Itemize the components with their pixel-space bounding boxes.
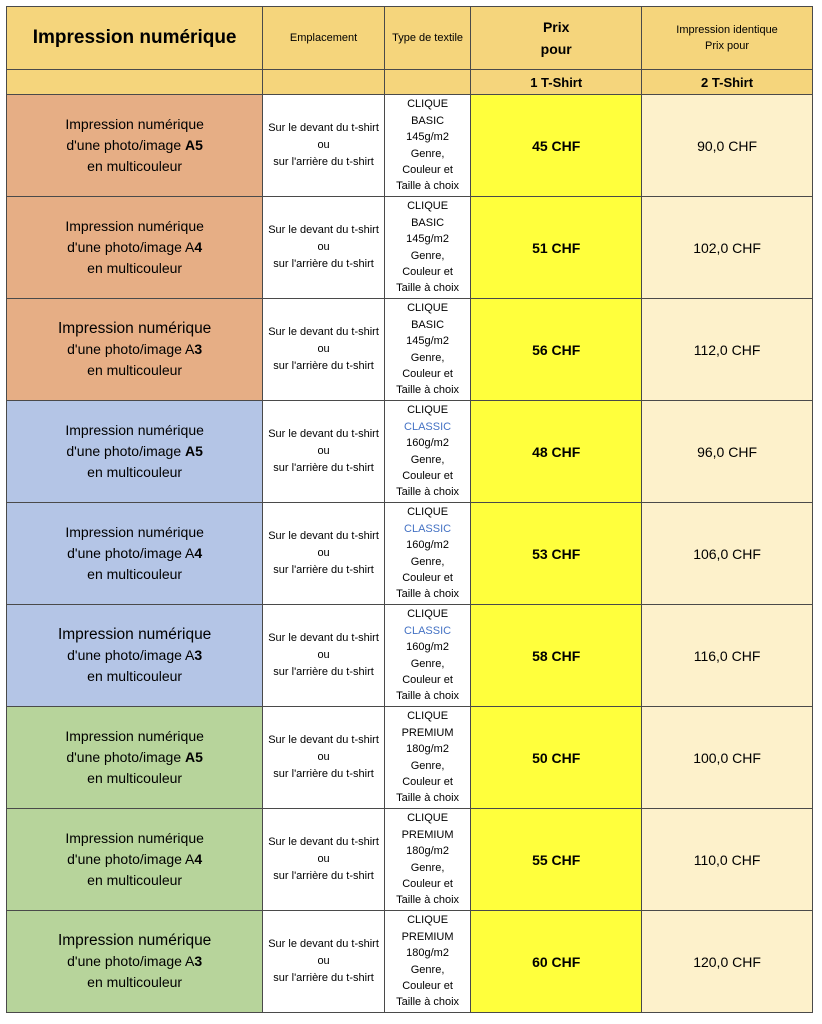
subheader-empty-1 xyxy=(7,70,263,95)
textile-cell xyxy=(384,503,470,605)
price-2-tshirt: 102,0 CHF xyxy=(642,197,813,299)
format-size: 3 xyxy=(194,647,203,663)
header-prix-line2: pour xyxy=(540,41,572,57)
description-line1: Impression numérique xyxy=(65,728,204,744)
textile-genre: Genre, xyxy=(410,963,445,976)
emplacement-cell xyxy=(263,605,385,707)
price-2-tshirt: 96,0 CHF xyxy=(642,401,813,503)
textile-genre: Genre, xyxy=(410,453,445,466)
price-1-tshirt: 56 CHF xyxy=(471,299,642,401)
textile-couleur: Couleur et xyxy=(402,673,453,686)
emplacement-line1: Sur le devant du t-shirt xyxy=(268,938,379,950)
subheader-empty-3 xyxy=(384,70,470,95)
emplacement-line1: Sur le devant du t-shirt xyxy=(268,632,379,644)
description-cell xyxy=(7,95,263,197)
description-cell xyxy=(7,707,263,809)
emplacement-line1: Sur le devant du t-shirt xyxy=(268,530,379,542)
emplacement-line1: Sur le devant du t-shirt xyxy=(268,326,379,338)
price-2-tshirt: 90,0 CHF xyxy=(642,95,813,197)
textile-genre: Genre, xyxy=(410,759,445,772)
textile-cell xyxy=(384,95,470,197)
emplacement-line1: Sur le devant du t-shirt xyxy=(268,224,379,236)
description-line2-text: d'une photo/image A xyxy=(67,647,195,663)
textile-taille: Taille à choix xyxy=(396,384,460,397)
description-line3: en multicouleur xyxy=(87,974,183,990)
textile-taille: Taille à choix xyxy=(396,996,460,1009)
description-cell xyxy=(7,503,263,605)
textile-couleur: Couleur et xyxy=(402,367,453,380)
textile-couleur: Couleur et xyxy=(402,877,453,890)
textile-weight: 180g/m2 xyxy=(406,743,449,756)
subheader-1-tshirt: 1 T-Shirt xyxy=(471,70,642,95)
table-row xyxy=(7,299,813,401)
format-size: 3 xyxy=(194,341,203,357)
format-size: 4 xyxy=(194,851,203,867)
textile-weight: 145g/m2 xyxy=(406,131,449,144)
format-size: 3 xyxy=(194,953,203,969)
table-row xyxy=(7,911,813,1013)
price-2-tshirt: 106,0 CHF xyxy=(642,503,813,605)
textile-cell xyxy=(384,707,470,809)
emplacement-line3: sur l'arrière du t-shirt xyxy=(273,156,374,168)
textile-weight: 145g/m2 xyxy=(406,233,449,246)
emplacement-cell xyxy=(263,299,385,401)
emplacement-line2: ou xyxy=(317,649,330,661)
table-title: Impression numérique xyxy=(7,7,263,70)
description-line2-text: d'une photo/image A xyxy=(67,341,195,357)
format-size: A5 xyxy=(185,443,203,459)
textile-brand: CLIQUE xyxy=(407,710,449,723)
textile-cell xyxy=(384,299,470,401)
emplacement-line2: ou xyxy=(317,547,330,559)
emplacement-cell xyxy=(263,911,385,1013)
emplacement-cell xyxy=(263,503,385,605)
description-line2-text: d'une photo/image A xyxy=(67,545,195,561)
emplacement-line3: sur l'arrière du t-shirt xyxy=(273,462,374,474)
price-2-tshirt: 116,0 CHF xyxy=(642,605,813,707)
description-line1: Impression numérique xyxy=(65,116,204,132)
description-line1: Impression numérique xyxy=(65,830,204,846)
textile-brand: CLIQUE xyxy=(407,404,449,417)
textile-line: CLASSIC xyxy=(404,522,452,535)
price-2-tshirt: 112,0 CHF xyxy=(642,299,813,401)
textile-taille: Taille à choix xyxy=(396,792,460,805)
table-row xyxy=(7,503,813,605)
description-line2 xyxy=(7,237,262,258)
textile-brand: CLIQUE xyxy=(407,608,449,621)
emplacement-line2: ou xyxy=(317,241,330,253)
textile-taille: Taille à choix xyxy=(396,180,460,193)
emplacement-line2: ou xyxy=(317,955,330,967)
textile-brand: CLIQUE xyxy=(407,914,449,927)
emplacement-line3: sur l'arrière du t-shirt xyxy=(273,972,374,984)
price-2-tshirt: 120,0 CHF xyxy=(642,911,813,1013)
textile-taille: Taille à choix xyxy=(396,282,460,295)
textile-genre: Genre, xyxy=(410,657,445,670)
textile-weight: 180g/m2 xyxy=(406,947,449,960)
emplacement-line2: ou xyxy=(317,445,330,457)
emplacement-cell xyxy=(263,95,385,197)
textile-line: BASIC xyxy=(411,114,445,127)
emplacement-line3: sur l'arrière du t-shirt xyxy=(273,564,374,576)
description-line2 xyxy=(7,135,262,156)
header-emplacement: Emplacement xyxy=(263,7,385,70)
table-row xyxy=(7,197,813,299)
price-1-tshirt: 50 CHF xyxy=(471,707,642,809)
description-line2 xyxy=(7,951,262,972)
description-line3: en multicouleur xyxy=(87,158,183,174)
textile-weight: 160g/m2 xyxy=(406,641,449,654)
table-row xyxy=(7,707,813,809)
description-line2 xyxy=(7,747,262,768)
textile-weight: 180g/m2 xyxy=(406,845,449,858)
price-1-tshirt: 51 CHF xyxy=(471,197,642,299)
emplacement-cell xyxy=(263,197,385,299)
emplacement-line2: ou xyxy=(317,751,330,763)
textile-brand: CLIQUE xyxy=(407,98,449,111)
description-cell xyxy=(7,605,263,707)
description-line3: en multicouleur xyxy=(87,464,183,480)
description-line3: en multicouleur xyxy=(87,668,183,684)
header-prix xyxy=(471,7,642,70)
textile-cell xyxy=(384,197,470,299)
textile-weight: 145g/m2 xyxy=(406,335,449,348)
textile-couleur: Couleur et xyxy=(402,469,453,482)
description-line2 xyxy=(7,645,262,666)
emplacement-line3: sur l'arrière du t-shirt xyxy=(273,360,374,372)
textile-weight: 160g/m2 xyxy=(406,437,449,450)
emplacement-cell xyxy=(263,401,385,503)
textile-taille: Taille à choix xyxy=(396,894,460,907)
format-size: 4 xyxy=(194,545,203,561)
textile-taille: Taille à choix xyxy=(396,690,460,703)
price-1-tshirt: 55 CHF xyxy=(471,809,642,911)
emplacement-line2: ou xyxy=(317,853,330,865)
textile-couleur: Couleur et xyxy=(402,571,453,584)
header-prix-line1: Prix xyxy=(542,19,570,35)
description-line2 xyxy=(7,849,262,870)
emplacement-line1: Sur le devant du t-shirt xyxy=(268,836,379,848)
header-identique-line1: Impression identique xyxy=(676,24,778,36)
format-size: A5 xyxy=(185,137,203,153)
description-line1: Impression numérique xyxy=(65,524,204,540)
price-2-tshirt: 110,0 CHF xyxy=(642,809,813,911)
textile-cell xyxy=(384,911,470,1013)
emplacement-line3: sur l'arrière du t-shirt xyxy=(273,870,374,882)
description-line2-text: d'une photo/image xyxy=(66,443,185,459)
textile-line: CLASSIC xyxy=(404,624,452,637)
table-body xyxy=(7,95,813,1013)
textile-brand: CLIQUE xyxy=(407,812,449,825)
format-size: 4 xyxy=(194,239,203,255)
emplacement-line2: ou xyxy=(317,139,330,151)
description-line2 xyxy=(7,543,262,564)
description-line3: en multicouleur xyxy=(87,872,183,888)
textile-couleur: Couleur et xyxy=(402,163,453,176)
price-table xyxy=(6,6,813,1013)
description-line1: Impression numérique xyxy=(65,218,204,234)
textile-brand: CLIQUE xyxy=(407,200,449,213)
textile-couleur: Couleur et xyxy=(402,979,453,992)
description-line2-text: d'une photo/image A xyxy=(67,851,195,867)
table-row xyxy=(7,605,813,707)
textile-genre: Genre, xyxy=(410,351,445,364)
textile-weight: 160g/m2 xyxy=(406,539,449,552)
emplacement-cell xyxy=(263,707,385,809)
emplacement-cell xyxy=(263,809,385,911)
textile-brand: CLIQUE xyxy=(407,506,449,519)
description-cell xyxy=(7,299,263,401)
textile-genre: Genre, xyxy=(410,861,445,874)
textile-genre: Genre, xyxy=(410,249,445,262)
textile-line: BASIC xyxy=(411,318,445,331)
subheader-row xyxy=(7,70,813,95)
emplacement-line3: sur l'arrière du t-shirt xyxy=(273,666,374,678)
header-identique-line2: Prix pour xyxy=(705,40,750,52)
description-line3: en multicouleur xyxy=(87,362,183,378)
textile-line: PREMIUM xyxy=(401,930,454,943)
description-line2-text: d'une photo/image A xyxy=(67,239,195,255)
emplacement-line3: sur l'arrière du t-shirt xyxy=(273,768,374,780)
format-size: A5 xyxy=(185,749,203,765)
textile-couleur: Couleur et xyxy=(402,775,453,788)
description-line1: Impression numérique xyxy=(65,422,204,438)
emplacement-line1: Sur le devant du t-shirt xyxy=(268,734,379,746)
textile-genre: Genre, xyxy=(410,555,445,568)
subheader-empty-2 xyxy=(263,70,385,95)
price-2-tshirt: 100,0 CHF xyxy=(642,707,813,809)
textile-taille: Taille à choix xyxy=(396,588,460,601)
description-cell xyxy=(7,911,263,1013)
textile-cell xyxy=(384,605,470,707)
description-line3: en multicouleur xyxy=(87,770,183,786)
table-row xyxy=(7,95,813,197)
textile-line: PREMIUM xyxy=(401,726,454,739)
emplacement-line1: Sur le devant du t-shirt xyxy=(268,428,379,440)
price-1-tshirt: 53 CHF xyxy=(471,503,642,605)
textile-brand: CLIQUE xyxy=(407,302,449,315)
textile-couleur: Couleur et xyxy=(402,265,453,278)
description-line3: en multicouleur xyxy=(87,260,183,276)
header-identique xyxy=(642,7,813,70)
price-1-tshirt: 58 CHF xyxy=(471,605,642,707)
table-row xyxy=(7,809,813,911)
header-type-textile: Type de textile xyxy=(384,7,470,70)
description-cell xyxy=(7,197,263,299)
textile-cell xyxy=(384,809,470,911)
textile-genre: Genre, xyxy=(410,147,445,160)
description-line2-text: d'une photo/image xyxy=(66,137,185,153)
emplacement-line1: Sur le devant du t-shirt xyxy=(268,122,379,134)
description-line2-text: d'une photo/image A xyxy=(67,953,195,969)
description-line2 xyxy=(7,339,262,360)
emplacement-line3: sur l'arrière du t-shirt xyxy=(273,258,374,270)
subheader-2-tshirt: 2 T-Shirt xyxy=(642,70,813,95)
textile-line: PREMIUM xyxy=(401,828,454,841)
description-cell xyxy=(7,401,263,503)
header-row xyxy=(7,7,813,70)
textile-line: CLASSIC xyxy=(404,420,452,433)
table-row xyxy=(7,401,813,503)
description-cell xyxy=(7,809,263,911)
description-line1: Impression numérique xyxy=(57,320,212,337)
description-line1: Impression numérique xyxy=(57,932,212,949)
emplacement-line2: ou xyxy=(317,343,330,355)
price-1-tshirt: 60 CHF xyxy=(471,911,642,1013)
description-line2-text: d'une photo/image xyxy=(66,749,185,765)
description-line3: en multicouleur xyxy=(87,566,183,582)
description-line1: Impression numérique xyxy=(57,626,212,643)
textile-taille: Taille à choix xyxy=(396,486,460,499)
price-1-tshirt: 45 CHF xyxy=(471,95,642,197)
description-line2 xyxy=(7,441,262,462)
textile-line: BASIC xyxy=(411,216,445,229)
textile-cell xyxy=(384,401,470,503)
price-1-tshirt: 48 CHF xyxy=(471,401,642,503)
